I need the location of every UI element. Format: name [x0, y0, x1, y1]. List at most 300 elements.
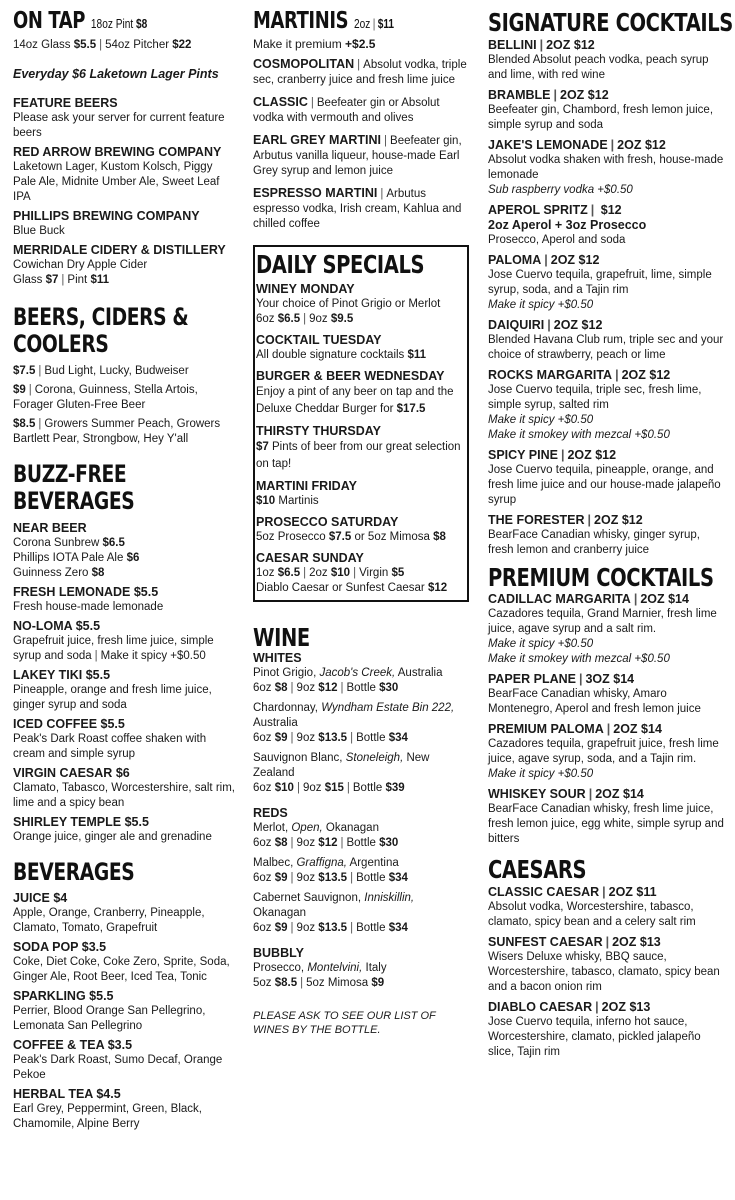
wine-winery: Jacob's Creek,	[319, 667, 396, 679]
signature-item-name: THE FORESTER	[488, 513, 585, 527]
wine-size6: 6oz	[253, 922, 272, 934]
caesar-item-title	[488, 1000, 728, 1015]
signature-item-price: $12	[581, 318, 603, 332]
signature-item-price: $12	[621, 513, 643, 527]
premium-heading: PREMIUM COCKTAILS	[488, 563, 714, 592]
signature-item	[488, 138, 728, 198]
premium-item-price: $14	[668, 592, 689, 606]
signature-item-title	[488, 203, 728, 218]
caesar-item-name: DIABLO CAESAR	[488, 1000, 593, 1014]
premium-item-price: $14	[641, 722, 662, 736]
wine-size6: 6oz	[253, 682, 272, 694]
near-beer-name: Corona Sunbrew	[13, 537, 100, 549]
martini-name: EARL GREY MARTINI	[253, 133, 382, 147]
signature-item-title	[488, 318, 728, 333]
tap-item-name: FEATURE BEERS	[13, 96, 118, 110]
signature-item-size: 2OZ	[617, 138, 642, 152]
signature-item-desc: Beefeater gin, Chambord, fresh lemon juice, simple syrup and soda	[488, 104, 714, 131]
signature-item-size: 2OZ	[594, 513, 619, 527]
bubbly-prices: 5oz $8.5 | 5oz Mimosa $9	[253, 977, 385, 989]
wine-winery: Open,	[291, 822, 323, 834]
buzzfree-item	[13, 717, 235, 762]
martini-name: ESPRESSO MARTINI	[253, 186, 378, 200]
wine-item	[253, 751, 469, 796]
tap-item-desc: Cowichan Dry Apple Cider	[13, 259, 148, 271]
special-sunday: CAESAR SUNDAY 1oz $6.5 | 2oz $10 | Virgin $5 Diablo Caesar or Sunfest Caesar $12	[256, 551, 448, 594]
beer-row	[13, 383, 235, 413]
caesar-item	[488, 935, 728, 995]
wine-p6: $9	[274, 922, 288, 934]
buzzfree-heading: BUZZ-FREE BEVERAGES	[13, 460, 135, 515]
beverages-heading: BEVERAGES	[13, 858, 135, 886]
daily-specials-heading: DAILY SPECIALS	[256, 250, 425, 279]
buzzfree-item-desc	[13, 600, 235, 615]
buzzfree-item-extra: Make it spicy +$0.50	[100, 650, 206, 662]
premium-item-extra: Make it spicy +$0.50	[488, 768, 594, 780]
wine-p9: $15	[324, 782, 344, 794]
separator: |	[587, 513, 592, 527]
buzzfree-item-title	[13, 766, 235, 781]
separator: |	[310, 97, 314, 109]
tap-item	[13, 209, 235, 239]
martinis-section	[253, 8, 469, 232]
wine-bottle-label: Bottle	[352, 782, 383, 794]
beverage-item-desc: Apple, Orange, Cranberry, Pineapple, Clamato, Tomato, Grapefruit	[13, 907, 205, 934]
signature-item-extra: Sub raspberry vodka +$0.50	[488, 184, 633, 196]
premium-item-extra2: Make it smokey with mezcal +$0.50	[488, 653, 670, 665]
signature-item-desc: BearFace Canadian whisky, ginger syrup, fresh lemon and cranberry juice	[488, 529, 701, 556]
buzzfree-item	[13, 668, 235, 713]
wine-btl: $30	[379, 682, 399, 694]
caesar-item-size: 2OZ	[608, 885, 633, 899]
signature-item	[488, 253, 728, 313]
caesar-item	[488, 885, 728, 930]
separator: |	[578, 672, 583, 686]
separator: |	[606, 722, 611, 736]
signature-item-size: 2OZ	[553, 318, 579, 332]
wine-btl: $34	[388, 922, 408, 934]
beer-row	[13, 417, 235, 447]
beverage-item	[13, 989, 235, 1034]
wine-item	[253, 821, 469, 851]
wine-p6: $8	[274, 837, 288, 849]
separator: |	[290, 872, 294, 884]
separator: |	[296, 782, 300, 794]
buzzfree-item-price: $5.5	[124, 815, 149, 829]
martini-desc: Absolut vodka, triple sec, cranberry juice and fresh lime juice	[253, 59, 467, 86]
special-thursday: THIRSTY THURSDAY $7 Pints of beer from our great selection on tap!	[256, 424, 461, 470]
separator: |	[553, 88, 557, 102]
beverage-item-title	[13, 1087, 235, 1102]
beverage-item-desc: Perrier, Blood Orange San Pellegrino, Lemonata San Pellegrino	[13, 1005, 206, 1032]
separator: |	[38, 365, 42, 377]
beverage-item-name: SPARKLING	[13, 989, 86, 1003]
wine-prices	[253, 921, 469, 936]
separator: |	[94, 650, 98, 662]
martini-desc: Arbutus espresso vodka, Irish cream, Kahlua and chilled coffee	[253, 188, 462, 230]
near-beer-item	[13, 551, 235, 566]
separator: |	[544, 253, 548, 267]
signature-item-sub: 2oz Aperol + 3oz Prosecco	[488, 218, 647, 232]
buzzfree-item-title	[13, 668, 235, 683]
wine-grape: Malbec,	[253, 857, 294, 869]
signature-item-size: 2OZ	[560, 88, 585, 102]
beer-row-price: $9	[13, 384, 26, 396]
martini-item	[253, 186, 469, 232]
separator: |	[28, 384, 32, 396]
separator: |	[340, 682, 344, 694]
buzzfree-item-title	[13, 815, 235, 830]
buzzfree-item-name: NO-LOMA	[13, 619, 73, 633]
premium-item-title	[488, 722, 728, 737]
wine-winery: Wyndham Estate Bin 222,	[321, 702, 455, 714]
separator: |	[384, 135, 388, 147]
beverage-item	[13, 891, 235, 936]
near-beer-price: $8	[91, 567, 105, 579]
premium-item	[488, 787, 728, 847]
buzzfree-item	[13, 585, 235, 615]
premium-item-price: $14	[613, 672, 635, 686]
beer-row-price: $8.5	[13, 418, 36, 430]
premium-item-title	[488, 787, 728, 802]
near-beer-name: Phillips IOTA Pale Ale	[13, 552, 124, 564]
buzzfree-item-name: LAKEY TIKI	[13, 668, 83, 682]
separator: |	[539, 38, 544, 52]
separator: |	[588, 787, 593, 801]
premium-item-price: $14	[623, 787, 644, 801]
near-beer-item	[13, 566, 235, 581]
signature-item-title	[488, 513, 728, 528]
signature-item-price: $12	[644, 138, 666, 152]
beverage-item-title	[13, 1038, 235, 1053]
martini-item	[253, 133, 469, 179]
buzzfree-item	[13, 619, 235, 664]
signature-item-name: PALOMA	[488, 253, 542, 267]
caesar-item-size: 2OZ	[612, 935, 637, 949]
buzzfree-item-title	[13, 717, 235, 732]
wine-p6: $10	[274, 782, 294, 794]
caesar-item-price: $13	[639, 935, 661, 949]
separator: |	[290, 682, 294, 694]
caesar-item-desc: Absolut vodka, Worcestershire, tabasco, clamato, spicy bean and a celery salt rim	[488, 901, 696, 928]
wine-grape: Cabernet Sauvignon,	[253, 892, 362, 904]
premium-item-size: 2OZ	[613, 722, 638, 736]
separator: |	[560, 448, 565, 462]
wine-name	[253, 666, 469, 681]
beverages-section	[13, 859, 235, 1132]
buzzfree-item-name: ICED COFFEE	[13, 717, 98, 731]
separator: |	[350, 922, 354, 934]
premium-item-extra: Make it spicy +$0.50	[488, 638, 594, 650]
near-beer-price: $6.5	[102, 537, 125, 549]
wine-btl: $30	[379, 837, 399, 849]
beer-row-price: $7.5	[13, 365, 36, 377]
wine-heading: WINE	[253, 623, 310, 652]
wine-winery: Stoneleigh,	[345, 752, 404, 764]
premium-item-size: 2OZ	[595, 787, 620, 801]
signature-item-desc: Jose Cuervo tequila, pineapple, orange, and fresh lime juice and our house-made jalapeño syrup	[488, 464, 721, 506]
buzzfree-item-desc-text: Clamato, Tabasco, Worcestershire, salt rim, lime and a spicy bean	[13, 782, 235, 809]
beers-heading: BEERS, CIDERS & COOLERS	[13, 303, 189, 358]
wine-item	[253, 666, 469, 696]
buzzfree-item-desc	[13, 683, 235, 713]
tap-item	[13, 145, 235, 205]
beverage-item	[13, 940, 235, 985]
near-beer-name: Guinness Zero	[13, 567, 89, 579]
buzzfree-item-name: FRESH LEMONADE	[13, 585, 131, 599]
wine-region: Australia	[253, 717, 298, 729]
wine-size9: 9oz	[296, 732, 316, 744]
martini-name: CLASSIC	[253, 95, 308, 109]
wine-grape: Sauvignon Blanc,	[253, 752, 343, 764]
premium-item-size: 2OZ	[640, 592, 665, 606]
signature-item-size: 2OZ	[546, 38, 571, 52]
martinis-heading: MARTINIS 2oz | $11	[253, 8, 395, 34]
wine-bottle-label: Bottle	[356, 922, 386, 934]
beverage-item-name: JUICE	[13, 891, 50, 905]
wine-grape: Pinot Grigio,	[253, 667, 317, 679]
wine-section	[253, 624, 469, 1037]
beverage-item-title	[13, 989, 235, 1004]
separator: |	[290, 922, 294, 934]
tap-item	[13, 96, 235, 141]
premium-item	[488, 672, 728, 717]
wine-grape: Chardonnay,	[253, 702, 318, 714]
wine-winery: Inniskillin,	[364, 892, 415, 904]
caesar-item-title	[488, 935, 728, 950]
wine-size9: 9oz	[302, 782, 322, 794]
premium-item-size: 3OZ	[585, 672, 610, 686]
premium-item	[488, 722, 728, 782]
caesar-item	[488, 1000, 728, 1060]
buzzfree-item-name: SHIRLEY TEMPLE	[13, 815, 122, 829]
caesar-item-price: $13	[629, 1000, 651, 1014]
buzzfree-item-desc	[13, 634, 235, 664]
wine-prices	[253, 681, 469, 696]
signature-item	[488, 448, 728, 508]
tap-item-name: RED ARROW BREWING COMPANY	[13, 145, 222, 159]
near-beer-price: $6	[126, 552, 140, 564]
middle-column	[253, 8, 469, 1037]
separator: |	[547, 318, 551, 332]
caesar-item-price: $11	[636, 885, 657, 899]
beverage-item-title	[13, 940, 235, 955]
tap-item	[13, 243, 235, 273]
separator: |	[602, 885, 606, 899]
beer-row-desc: Bud Light, Lucky, Budweiser	[44, 365, 189, 377]
wine-prices	[253, 836, 469, 851]
signature-item-size: 2OZ	[567, 448, 592, 462]
separator: |	[605, 935, 610, 949]
left-column	[13, 8, 235, 1136]
signature-item-title	[488, 138, 728, 153]
beverage-item-desc: Peak's Dark Roast, Sumo Decaf, Orange Pekoe	[13, 1054, 223, 1081]
signature-item-name: ROCKS MARGARITA	[488, 368, 613, 382]
buzzfree-item-price: $5.5	[75, 619, 101, 633]
buzzfree-item-desc-text: Pineapple, orange and fresh lime juice, ginger syrup and soda	[13, 684, 212, 711]
signature-item-price: $12	[600, 203, 622, 217]
signature-item-desc: Prosecco, Aperol and soda	[488, 234, 626, 246]
wine-name	[253, 821, 469, 836]
on-tap-promo: Everyday $6 Laketown Lager Pints	[13, 67, 219, 81]
signature-item-title	[488, 253, 728, 268]
martini-premium: Make it premium +$2.5	[253, 37, 376, 51]
premium-item-name: WHISKEY SOUR	[488, 787, 586, 801]
whites-label: WHITES	[253, 651, 302, 665]
wine-note: PLEASE ASK TO SEE OUR LIST OF WINES BY THE BOTTLE.	[253, 1010, 436, 1036]
beverage-item-desc: Coke, Diet Coke, Coke Zero, Sprite, Soda, Ginger Ale, Root Beer, Iced Tea, Tonic	[13, 956, 230, 983]
premium-item-desc: Cazadores tequila, grapefruit juice, fresh lime juice, agave syrup, soda, and a Tajin rim.	[488, 738, 719, 765]
wine-p6: $9	[274, 732, 288, 744]
wine-size6: 6oz	[253, 837, 272, 849]
signature-item-extra: Make it spicy +$0.50	[488, 414, 594, 426]
wine-btl: $34	[388, 732, 408, 744]
beverage-item-name: COFFEE & TEA	[13, 1038, 105, 1052]
premium-item-title	[488, 592, 728, 607]
wine-grape: Merlot,	[253, 822, 289, 834]
separator: |	[595, 1000, 599, 1014]
martini-desc: Beefeater gin or Absolut vodka with vermouth and olives	[253, 97, 440, 124]
wine-region: Australia	[397, 667, 443, 679]
wine-name	[253, 856, 469, 871]
wine-p9: $12	[318, 837, 338, 849]
on-tap-sizes: 14oz Glass $5.5 | 54oz Pitcher $22	[13, 39, 192, 51]
martini-name: COSMOPOLITAN	[253, 57, 355, 71]
caesar-item-title	[488, 885, 728, 900]
caesar-item-desc: Jose Cuervo tequila, inferno hot sauce, Worcestershire, clamato, pickled jalapeño slice, Tajin rim	[488, 1016, 701, 1058]
signature-item-price: $12	[578, 253, 600, 267]
beverage-item-price: $4.5	[96, 1087, 121, 1101]
right-column	[488, 8, 733, 1065]
premium-item-name: PAPER PLANE	[488, 672, 576, 686]
separator: |	[290, 837, 294, 849]
signature-item-desc: Absolut vodka shaken with fresh, house-made lemonade	[488, 154, 724, 181]
premium-item-desc: BearFace Canadian whisky, fresh lime juice, fresh lemon juice, egg white, simple syrup and bitters	[488, 803, 724, 845]
signature-item-extra2: Make it smokey with mezcal +$0.50	[488, 429, 670, 441]
caesars-section	[488, 855, 728, 1060]
wine-bottle-label: Bottle	[346, 837, 376, 849]
buzzfree-item-desc-text: Orange juice, ginger ale and grenadine	[13, 831, 212, 843]
caesar-item-size: 2OZ	[601, 1000, 626, 1014]
signature-item-title	[488, 448, 728, 463]
signature-item-desc: Jose Cuervo tequila, grapefruit, lime, simple syrup, soda, and a Tajin rim	[488, 269, 712, 296]
separator: |	[290, 732, 294, 744]
wine-prices	[253, 731, 469, 746]
signature-item-price: $12	[573, 38, 595, 52]
wine-size9: 9oz	[296, 837, 316, 849]
buzzfree-item-price: $5.5	[133, 585, 159, 599]
separator: |	[590, 203, 595, 217]
beverage-item-price: $3.5	[81, 940, 107, 954]
buzzfree-item-price: $5.5	[100, 717, 125, 731]
wine-size6: 6oz	[253, 782, 272, 794]
beer-row-desc: Growers Summer Peach, Growers Bartlett Pear, Strongbow, Hey Y'all	[13, 418, 221, 445]
signature-item	[488, 38, 728, 83]
reds-label: REDS	[253, 806, 288, 820]
buzzfree-item-desc-text: Fresh house-made lemonade	[13, 601, 164, 613]
signature-item-extra: Make it spicy +$0.50	[488, 299, 594, 311]
beverage-item-name: SODA POP	[13, 940, 79, 954]
wine-p9: $13.5	[318, 922, 348, 934]
premium-item-title	[488, 672, 728, 687]
wine-size6: 6oz	[253, 732, 272, 744]
martini-item	[253, 95, 469, 126]
beverage-item-title	[13, 891, 235, 906]
tap-item-desc: Blue Buck	[13, 225, 65, 237]
tap-item-desc: Please ask your server for current feature beers	[13, 112, 225, 139]
signature-item-title	[488, 368, 728, 383]
signature-item-title	[488, 88, 728, 103]
signature-item-size: 2OZ	[621, 368, 646, 382]
merridale-prices: Glass $7 | Pint $11	[13, 274, 109, 286]
caesar-item-name: CLASSIC CAESAR	[488, 885, 600, 899]
buzzfree-item-desc-text: Peak's Dark Roast coffee shaken with cream and simple syrup	[13, 733, 207, 760]
wine-name	[253, 751, 469, 781]
caesars-heading: CAESARS	[488, 855, 587, 884]
buzzfree-item-desc	[13, 830, 235, 845]
buzzfree-item-desc-text: Grapefruit juice, fresh lime juice, simple syrup and soda	[13, 635, 214, 662]
special-monday: WINEY MONDAY Your choice of Pinot Grigio or Merlot 6oz $6.5 | 9oz $9.5	[256, 282, 441, 325]
beverage-item-price: $4	[53, 891, 68, 905]
wine-p9: $12	[318, 682, 338, 694]
signature-item	[488, 318, 728, 363]
buzzfree-item-name: VIRGIN CAESAR	[13, 766, 113, 780]
bubbly-wine: Prosecco, Montelvini, Italy	[253, 962, 387, 974]
special-saturday: PROSECCO SATURDAY 5oz Prosecco $7.5 or 5oz Mimosa $8	[256, 515, 446, 543]
wine-bottle-label: Bottle	[346, 682, 376, 694]
signature-item-name: DAIQUIRI	[488, 318, 545, 332]
buzzfree-item-title	[13, 619, 235, 634]
special-friday: MARTINI FRIDAY $10 Martinis	[256, 479, 357, 507]
buzzfree-item-price: $6	[115, 766, 130, 780]
signature-item-price: $12	[595, 448, 617, 462]
premium-item-name: PREMIUM PALOMA	[488, 722, 604, 736]
wine-btl: $39	[385, 782, 405, 794]
special-tuesday: COCKTAIL TUESDAY All double signature cocktails $11	[256, 333, 427, 361]
wine-prices	[253, 871, 469, 886]
wine-item	[253, 891, 469, 936]
separator: |	[615, 368, 619, 382]
buzzfree-section	[13, 461, 235, 845]
wine-size9: 9oz	[296, 922, 316, 934]
signature-item-price: $12	[587, 88, 609, 102]
separator: |	[340, 837, 344, 849]
wine-winery: Graffigna,	[296, 857, 347, 869]
wine-size9: 9oz	[296, 872, 316, 884]
signature-item-name: JAKE'S LEMONADE	[488, 138, 608, 152]
near-beer-item	[13, 536, 235, 551]
wine-name	[253, 891, 469, 921]
premium-item-desc: Cazadores tequila, Grand Marnier, fresh lime juice, agave syrup and a salt rim.	[488, 608, 717, 635]
beer-row	[13, 364, 235, 379]
separator: |	[350, 732, 354, 744]
signature-item-desc: Blended Havana Club rum, triple sec and your choice of strawberry, peach or lime	[488, 334, 724, 361]
premium-item-desc: BearFace Canadian whisky, Amaro Montenegro, Aperol and fresh lemon juice	[488, 688, 701, 715]
wine-region: Okanagan	[325, 822, 379, 834]
separator: |	[610, 138, 615, 152]
wine-region: Argentina	[349, 857, 399, 869]
signature-item-title	[488, 38, 728, 53]
caesar-item-name: SUNFEST CAESAR	[488, 935, 603, 949]
signature-item	[488, 203, 728, 248]
special-wednesday: BURGER & BEER WEDNESDAY Enjoy a pint of any beer on tap and the Deluxe Cheddar Burger for $17.5	[256, 369, 454, 415]
wine-region: New Zealand	[253, 752, 430, 779]
signature-item-name: APEROL SPRITZ	[488, 203, 588, 217]
wine-bottle-label: Bottle	[356, 872, 386, 884]
premium-item-name: CADILLAC MARGARITA	[488, 592, 631, 606]
wine-p6: $9	[274, 872, 288, 884]
signature-item	[488, 513, 728, 558]
